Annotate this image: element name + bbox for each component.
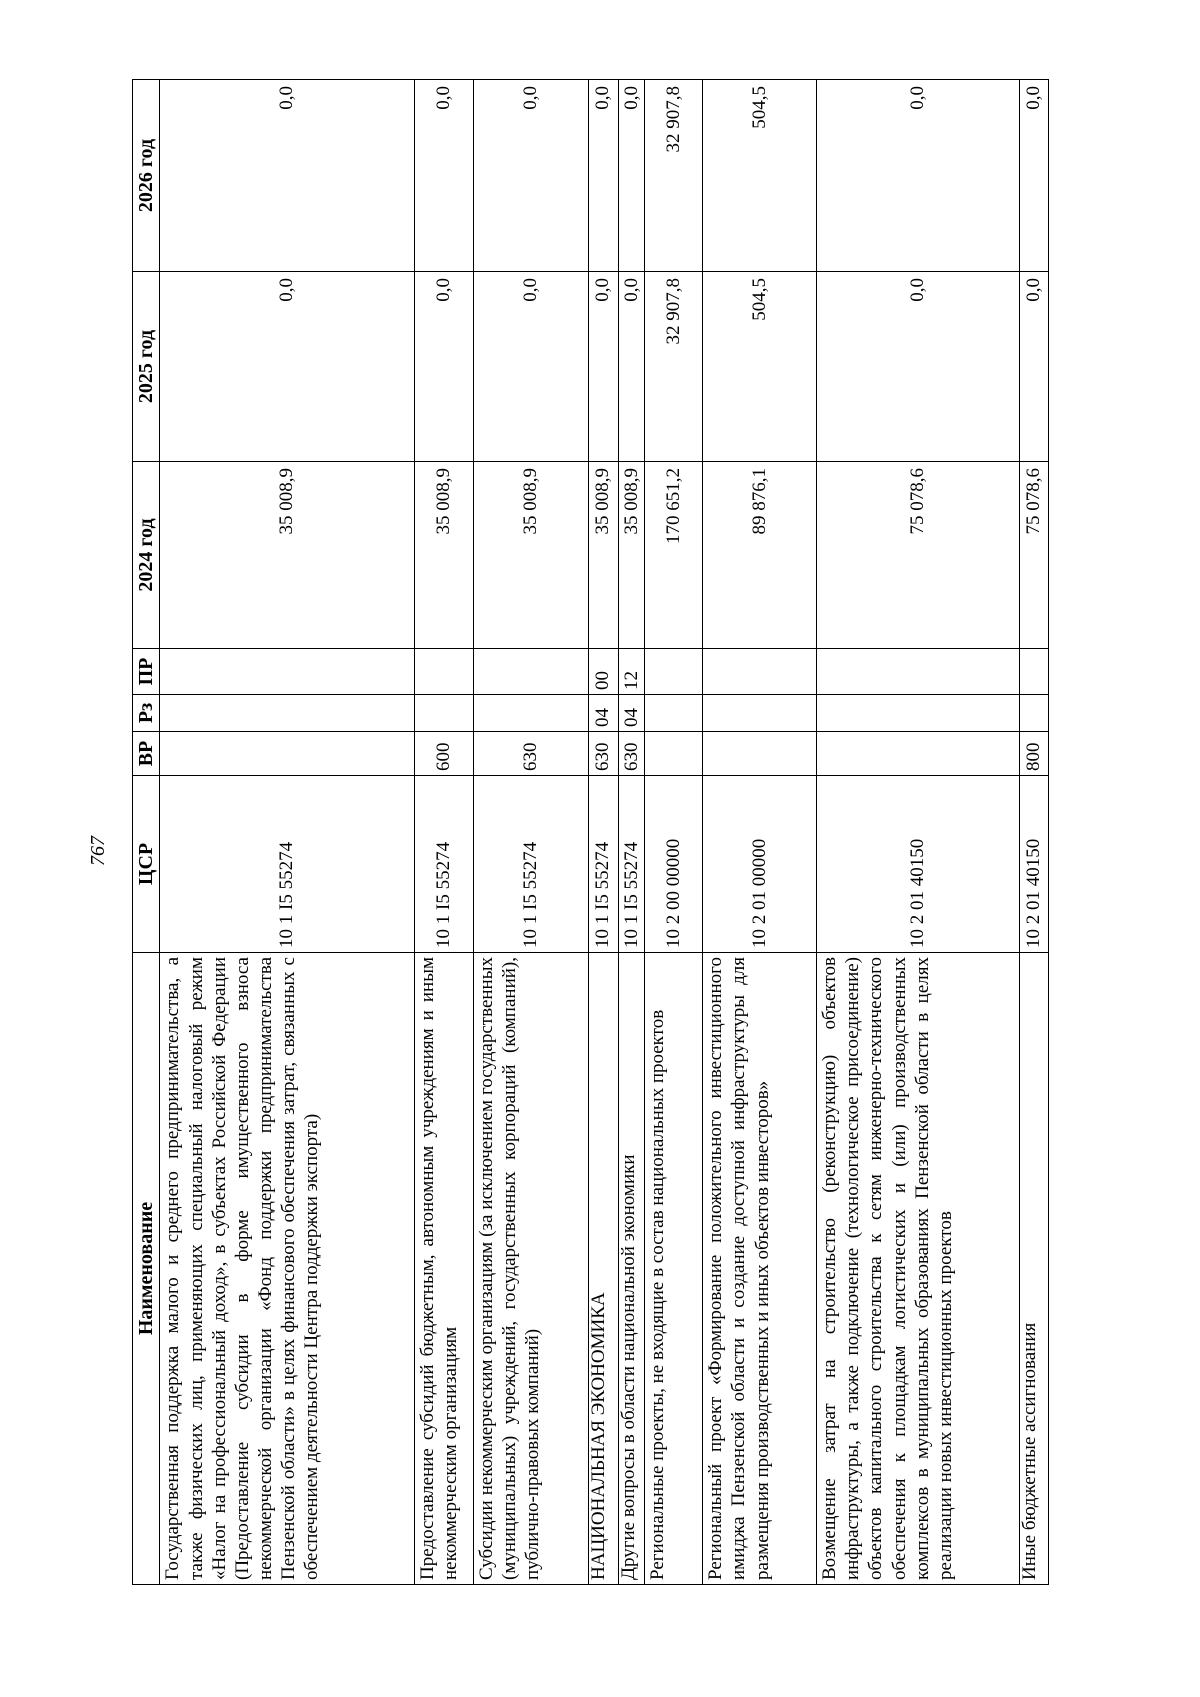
row-rz [160,695,414,732]
row-2024: 35 008,9 [414,462,473,649]
row-name: Региональный проект «Формирование положительного инвестиционного имиджа Пензенской области и создание доступной инфраструктуры для размещения производственных и иных объектов инвесторов» [703,953,817,1585]
row-vr: 630 [473,732,588,776]
row-2026: 0,0 [817,80,1020,272]
row-name: Иные бюджетные ассигнования [1019,953,1048,1585]
row-pr [160,649,414,695]
row-rz [1019,695,1048,732]
row-csr: 10 2 01 40150 [1019,776,1048,953]
row-2024: 35 008,9 [160,462,414,649]
row-vr [645,732,703,776]
header-2024: 2024 год [133,462,160,649]
table-row [473,80,588,1585]
budget-table [132,79,1049,1585]
row-2025: 0,0 [414,272,473,462]
row-rz [703,695,817,732]
row-2026: 0,0 [473,80,588,272]
row-2025: 0,0 [817,272,1020,462]
row-rz: 04 [588,695,618,732]
row-2026: 0,0 [414,80,473,272]
header-name: Наименование [133,953,160,1585]
row-name: Государственная поддержка малого и среднего предпринимательства, а также физических лиц, применяющих специальный налоговый режим «Налог на профессиональный доход», в субъектах Российской Федерации (Предоставление субсидии в форме имущественного взноса некоммерческой организации «Фонд поддержки предпринимательства Пензенской области» в целях финансового обеспечения затрат, связанных с обеспечением деятельности Центра поддержки экспорта) [160,953,414,1585]
row-2026: 0,0 [588,80,618,272]
row-2025: 0,0 [160,272,414,462]
row-pr: 12 [618,649,645,695]
row-2025: 0,0 [473,272,588,462]
row-2024: 35 008,9 [473,462,588,649]
table-row [817,80,1020,1585]
row-2025: 0,0 [618,272,645,462]
header-2026: 2026 год [133,80,160,272]
row-name: Субсидии некоммерческим организациям (за исключением государственных (муниципальных) учреждений, государственных корпораций (компаний), публично-правовых компаний) [473,953,588,1585]
table-row [1019,80,1048,1585]
row-2026: 0,0 [618,80,645,272]
row-2024: 75 078,6 [817,462,1020,649]
table-row [160,80,414,1585]
row-rz [645,695,703,732]
table-row [703,80,817,1585]
header-csr: ЦСР [133,776,160,953]
row-vr: 630 [618,732,645,776]
row-name: НАЦИОНАЛЬНАЯ ЭКОНОМИКА [588,953,618,1585]
header-pr: ПР [133,649,160,695]
row-2026: 504,5 [703,80,817,272]
row-name: Возмещение затрат на строительство (реконструкцию) объектов инфраструктуры, а также подключение (технологическое присоединение) объектов капитального строительства к сетям инженерно-технического обеспечения к площадкам логистических и (или) производственных комплексов в муниципальных образованиях Пензенской области в целях реализации новых инвестиционных проектов [817,953,1020,1585]
row-2024: 89 876,1 [703,462,817,649]
row-rz [473,695,588,732]
row-2026: 32 907,8 [645,80,703,272]
table-row [618,80,645,1585]
row-rz [817,695,1020,732]
row-2024: 35 008,9 [588,462,618,649]
header-rz: Рз [133,695,160,732]
row-vr [160,732,414,776]
row-2025: 0,0 [1019,272,1048,462]
row-name: Другие вопросы в области национальной экономики [618,953,645,1585]
row-2024: 35 008,9 [618,462,645,649]
row-2025: 32 907,8 [645,272,703,462]
row-csr: 10 1 I5 55274 [618,776,645,953]
page-number: 767 [87,836,109,866]
row-pr [703,649,817,695]
row-pr [414,649,473,695]
row-vr [703,732,817,776]
header-vr: ВР [133,732,160,776]
row-vr: 600 [414,732,473,776]
row-vr [817,732,1020,776]
row-2025: 504,5 [703,272,817,462]
budget-table-container [132,80,1049,1585]
row-name: Предоставление субсидий бюджетным, автономным учреждениям и иным некоммерческим организациям [414,953,473,1585]
row-rz [414,695,473,732]
row-rz: 04 [618,695,645,732]
row-csr: 10 2 00 00000 [645,776,703,953]
row-pr [645,649,703,695]
row-csr: 10 2 01 00000 [703,776,817,953]
row-csr: 10 1 I5 55274 [160,776,414,953]
row-2024: 75 078,6 [1019,462,1048,649]
header-2025: 2025 год [133,272,160,462]
row-csr: 10 2 01 40150 [817,776,1020,953]
row-2026: 0,0 [160,80,414,272]
header-row [133,80,160,1585]
table-row [588,80,618,1585]
row-2026: 0,0 [1019,80,1048,272]
table-row [645,80,703,1585]
row-pr [473,649,588,695]
row-name: Региональные проекты, не входящие в состав национальных проектов [645,953,703,1585]
row-pr [1019,649,1048,695]
row-2024: 170 651,2 [645,462,703,649]
row-2025: 0,0 [588,272,618,462]
row-vr: 630 [588,732,618,776]
row-pr: 00 [588,649,618,695]
row-csr: 10 1 I5 55274 [414,776,473,953]
row-csr: 10 1 I5 55274 [473,776,588,953]
row-pr [817,649,1020,695]
row-csr: 10 1 I5 55274 [588,776,618,953]
table-row [414,80,473,1585]
row-vr: 800 [1019,732,1048,776]
